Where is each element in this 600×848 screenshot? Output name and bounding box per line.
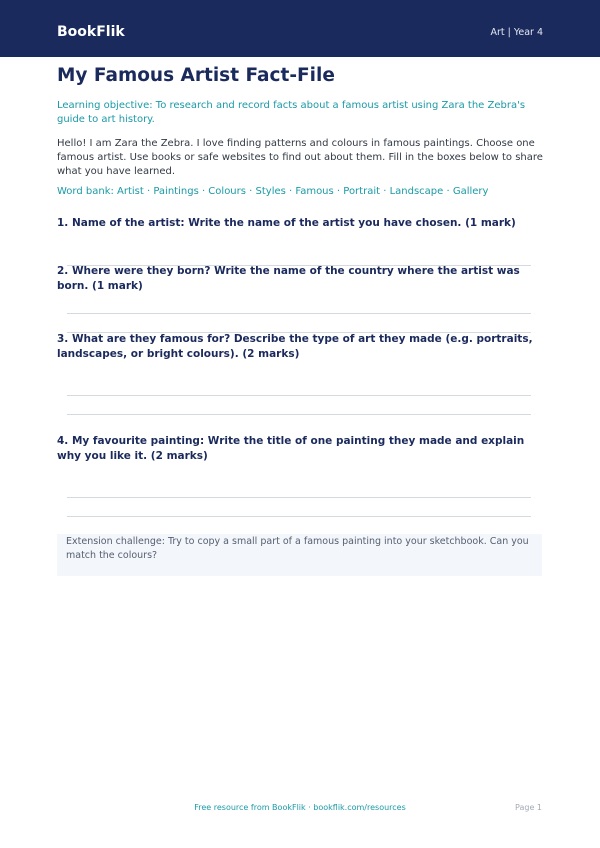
subject-year-label: Art | Year 4 [490, 27, 543, 38]
page-number: Page 1 [515, 803, 542, 812]
answer-line-6[interactable] [67, 497, 531, 498]
answer-line-4[interactable] [67, 395, 531, 396]
extension-challenge-box [57, 534, 542, 576]
page-header [0, 0, 600, 57]
answer-line-5[interactable] [67, 414, 531, 415]
brand-logo-text[interactable]: BookFlik [57, 24, 125, 40]
question-3: 3. What are they famous for? Describe the type of art they made (e.g. portraits, landscapes, or bright colours). (2 marks) [57, 333, 533, 360]
footer-credit[interactable]: Free resource from BookFlik · bookflik.com/resources [194, 803, 406, 812]
answer-line-7[interactable] [67, 516, 531, 517]
question-1: 1. Name of the artist: Write the name of the artist you have chosen. (1 mark) [57, 217, 516, 229]
page-title: My Famous Artist Fact-File [57, 65, 335, 86]
intro-paragraph: Hello! I am Zara the Zebra. I love finding patterns and colours in famous paintings. Choose one famous artist. Use books or safe websites to find out about them. Fill in the boxes below to share what you have learned. [57, 138, 543, 177]
learning-objective: Learning objective: To research and record facts about a famous artist using Zara the Zebra's guide to art history. [57, 100, 526, 125]
word-bank: Word bank: Artist · Paintings · Colours · Styles · Famous · Portrait · Landscape · Gallery [57, 186, 489, 197]
answer-line-2[interactable] [67, 313, 531, 314]
question-2: 2. Where were they born? Write the name of the country where the artist was born. (1 mark) [57, 265, 520, 292]
extension-challenge-text: Extension challenge: Try to copy a small part of a famous painting into your sketchbook. Can you match the colours? [66, 536, 529, 561]
question-4: 4. My favourite painting: Write the title of one painting they made and explain why you like it. (2 marks) [57, 435, 525, 462]
